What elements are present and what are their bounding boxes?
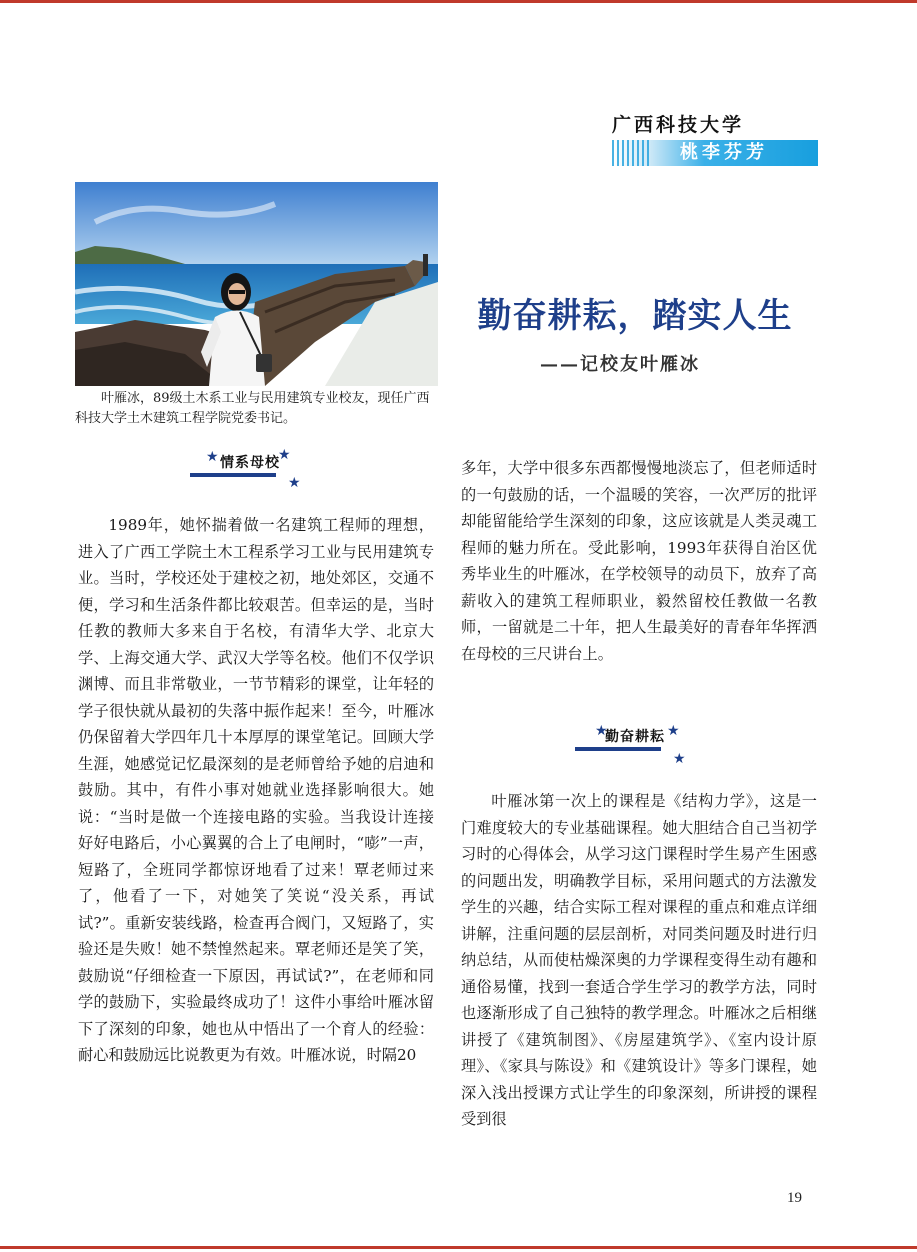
star-icon: ★ xyxy=(278,447,291,463)
photo-caption xyxy=(75,389,440,429)
article-title: 勤奋耕耘，踏实人生 xyxy=(477,296,793,336)
section-heading-2 xyxy=(575,722,690,772)
star-icon: ★ xyxy=(673,751,686,767)
section-bar xyxy=(190,473,276,477)
right-column-bottom xyxy=(461,788,817,1133)
star-icon: ★ xyxy=(667,723,680,739)
school-name: 广西科技大学 xyxy=(612,114,745,136)
section-heading-1 xyxy=(190,448,300,498)
paragraph: 叶雁冰第一次上的课程是《结构力学》，这是一门难度较大的专业基础课程。她大胆结合自己当初学习时的心得体会，从学习这门课程时学生易产生困惑的问题出发，明确教学目标，采用问题式的方法激发学生的兴趣，结合实际工程对课程的重点和难点详细讲解，注重问题的层层剖析，对同类问题及时进行归纳总结，从而使枯燥深奥的力学课程变得生动有趣和通俗易懂，找到一套适合学生学习的教学方法，同时也逐渐形成了自己独特的教学理念。叶雁冰之后相继讲授了《建筑制图》、《房屋建筑学》、《室内设计原理》、《家具与陈设》和《建筑设计》等多门课程，她深入浅出授课方式让学生的印象深刻，所讲授的课程受到很 xyxy=(461,792,817,1128)
section-label: 情系母校 xyxy=(220,455,280,471)
section-bar xyxy=(575,747,661,751)
page-number: 19 xyxy=(787,1190,802,1206)
section-label: 勤奋耕耘 xyxy=(605,729,665,745)
top-rule xyxy=(0,0,917,3)
caption-text: 叶雁冰，89级土木系工业与民用建筑专业校友，现任广西科技大学土木建筑工程学院党委书记。 xyxy=(75,391,430,426)
star-icon: ★ xyxy=(206,449,219,465)
magazine-header xyxy=(612,112,818,166)
portrait-photo xyxy=(75,182,438,386)
bottom-rule xyxy=(0,1246,917,1249)
paragraph: 1989年，她怀揣着做一名建筑工程师的理想，进入了广西工学院土木工程系学习工业与民用建筑专业。当时，学校还处于建校之初，地处郊区，交通不便，学习和生活条件都比较艰苦。但幸运的是，当时任教的教师大多来自于名校，有清华大学、北京大学、上海交通大学、武汉大学等名校。他们不仅学识渊博、而且非常敬业，一节节精彩的课堂，让年轻的学子很快就从最初的失落中振作起来！至今，叶雁冰仍保留着大学四年几十本厚厚的课堂笔记。回顾大学生涯，她感觉记忆最深刻的是老师曾给予她的启迪和鼓励。其中，有件小事对她就业选择影响很大。她说：“当时是做一个连接电路的实验。当我设计连接好好电路后，小心翼翼的合上了电闸时，“嘭”一声，短路了，全班同学都惊讶地看了过来！覃老师过来了，他看了一下，对她笑了笑说“没关系，再试试?”。重新安装线路，检查再合阀门，又短路了，实验还是失败！她不禁惶然起来。覃老师还是笑了笑，鼓励说“仔细检查一下原因，再试试?”，在老师和同学的鼓励下，实验最终成功了！这件小事给叶雁冰留下了深刻的印象，她也从中悟出了一个育人的经验：耐心和鼓励远比说教更为有效。叶雁冰说，时隔20 xyxy=(78,516,434,1064)
left-column xyxy=(78,512,434,1069)
column-name: 桃李芬芳 xyxy=(680,142,768,163)
banner-stripes xyxy=(612,140,652,166)
paragraph: 多年，大学中很多东西都慢慢地淡忘了，但老师适时的一句鼓励的话，一个温暖的笑容，一次严厉的批评却能留能给学生深刻的印象，这应该就是人类灵魂工程师的魅力所在。受此影响，1993年获得自治区优秀毕业生的叶雁冰，在学校领导的动员下，放弃了高薪收入的建筑工程师职业，毅然留校任教做一名教师，一留就是二十年，把人生最美好的青春年华挥洒在母校的三尺讲台上。 xyxy=(461,459,817,663)
right-column-top xyxy=(461,455,817,667)
article-subtitle: ——记校友叶雁冰 xyxy=(540,354,700,375)
star-icon: ★ xyxy=(595,723,608,739)
star-icon: ★ xyxy=(288,475,301,491)
column-banner xyxy=(612,140,818,166)
